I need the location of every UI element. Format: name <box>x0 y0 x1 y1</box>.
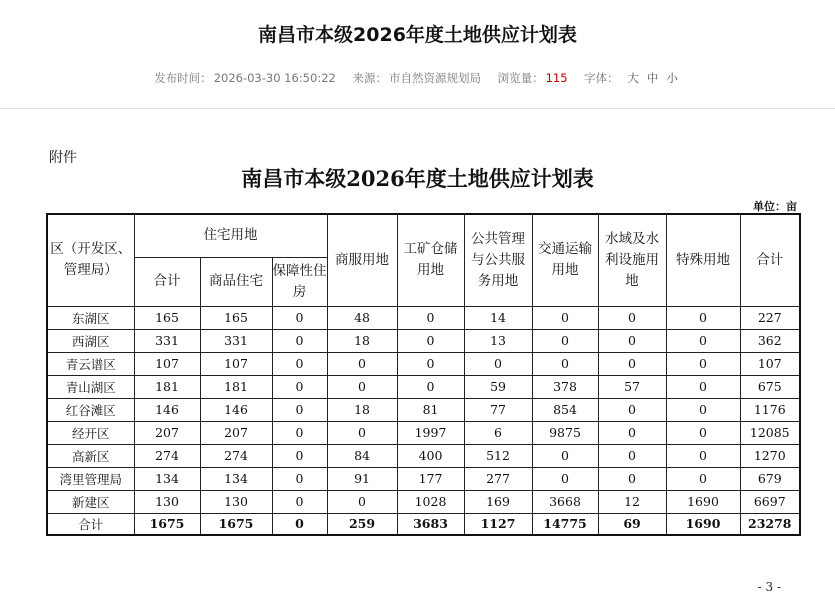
header-district: 区（开发区、管理局） <box>47 214 134 306</box>
table-cell: 134 <box>200 467 272 490</box>
header-res-total: 合计 <box>134 257 200 306</box>
table-cell: 274 <box>200 444 272 467</box>
table-row <box>47 306 800 329</box>
table-cell: 854 <box>532 398 598 421</box>
table-cell: 84 <box>327 444 397 467</box>
table-cell: 331 <box>134 329 200 352</box>
header-transport: 交通运输用地 <box>532 214 598 306</box>
table-cell: 0 <box>464 352 532 375</box>
table-cell: 77 <box>464 398 532 421</box>
table-cell: 0 <box>666 421 740 444</box>
table-cell: 1176 <box>740 398 800 421</box>
table-row <box>47 398 800 421</box>
table-cell: 14 <box>464 306 532 329</box>
table-cell: 400 <box>397 444 464 467</box>
table-cell: 1270 <box>740 444 800 467</box>
table-cell: 18 <box>327 398 397 421</box>
table-cell: 1690 <box>666 513 740 535</box>
table-cell: 0 <box>532 352 598 375</box>
header-public-service: 公共管理与公共服务用地 <box>464 214 532 306</box>
table-cell: 146 <box>200 398 272 421</box>
table-cell: 0 <box>598 352 666 375</box>
table-cell: 91 <box>327 467 397 490</box>
table-cell: 0 <box>666 352 740 375</box>
table-cell: 675 <box>740 375 800 398</box>
source: 市自然资源规划局 <box>388 71 481 85</box>
table-cell: 362 <box>740 329 800 352</box>
table-cell: 0 <box>532 467 598 490</box>
table-row <box>47 444 800 467</box>
table-cell: 6 <box>464 421 532 444</box>
table-total-row <box>47 513 800 535</box>
table-cell: 207 <box>200 421 272 444</box>
header-residential: 住宅用地 <box>134 214 327 257</box>
district-name: 青云谱区 <box>47 352 134 375</box>
table-cell: 0 <box>272 467 327 490</box>
table-row <box>47 490 800 513</box>
header-industrial-storage: 工矿仓储用地 <box>397 214 464 306</box>
table-cell: 0 <box>272 421 327 444</box>
table-cell: 0 <box>666 306 740 329</box>
table-cell: 0 <box>272 444 327 467</box>
table-cell: 177 <box>397 467 464 490</box>
table-cell: 1127 <box>464 513 532 535</box>
table-cell: 69 <box>598 513 666 535</box>
district-name: 湾里管理局 <box>47 467 134 490</box>
table-cell: 0 <box>532 444 598 467</box>
district-name: 东湖区 <box>47 306 134 329</box>
table-cell: 0 <box>666 467 740 490</box>
header-res-commercial: 商品住宅 <box>200 257 272 306</box>
table-cell: 134 <box>134 467 200 490</box>
table-cell: 0 <box>272 329 327 352</box>
table-cell: 331 <box>200 329 272 352</box>
table-cell: 0 <box>327 490 397 513</box>
table-cell: 169 <box>464 490 532 513</box>
table-cell: 1997 <box>397 421 464 444</box>
table-row <box>47 467 800 490</box>
district-name: 经开区 <box>47 421 134 444</box>
table-cell: 0 <box>397 352 464 375</box>
district-name: 西湖区 <box>47 329 134 352</box>
table-cell: 107 <box>200 352 272 375</box>
table-cell: 107 <box>740 352 800 375</box>
table-cell: 107 <box>134 352 200 375</box>
views-count: 115 <box>545 71 568 85</box>
land-supply-table <box>46 213 801 536</box>
publish-time: 2026-03-30 16:50:22 <box>213 71 336 85</box>
table-cell: 18 <box>327 329 397 352</box>
table-cell: 0 <box>397 329 464 352</box>
table-cell: 130 <box>200 490 272 513</box>
header-water: 水域及水利设施用地 <box>598 214 666 306</box>
table-cell: 59 <box>464 375 532 398</box>
table-cell: 0 <box>272 352 327 375</box>
table-cell: 3668 <box>532 490 598 513</box>
page-number: - 3 - <box>757 580 781 594</box>
district-name: 高新区 <box>47 444 134 467</box>
table-cell: 378 <box>532 375 598 398</box>
table-cell: 14775 <box>532 513 598 535</box>
table-cell: 0 <box>272 306 327 329</box>
table-cell: 0 <box>666 444 740 467</box>
header-divider <box>0 108 835 109</box>
table-body <box>47 306 800 535</box>
table-cell: 0 <box>272 490 327 513</box>
table-cell: 0 <box>327 352 397 375</box>
table-cell: 23278 <box>740 513 800 535</box>
table-cell: 12 <box>598 490 666 513</box>
table-cell: 9875 <box>532 421 598 444</box>
table-cell: 1690 <box>666 490 740 513</box>
table-cell: 0 <box>272 513 327 535</box>
font-size-label: 字体： <box>584 71 619 85</box>
table-cell: 1028 <box>397 490 464 513</box>
table-cell: 165 <box>200 306 272 329</box>
table-cell: 0 <box>598 421 666 444</box>
table-cell: 0 <box>397 306 464 329</box>
unit-label: 单位：亩 <box>753 200 797 213</box>
table-cell: 0 <box>327 375 397 398</box>
table-row <box>47 375 800 398</box>
article-title: 南昌市本级2026年度土地供应计划表 <box>258 24 577 46</box>
district-name: 红谷滩区 <box>47 398 134 421</box>
document-title: 南昌市本级2026年度土地供应计划表 <box>241 166 594 191</box>
font-size-medium-button[interactable]: 中 <box>646 71 659 85</box>
header-special: 特殊用地 <box>666 214 740 306</box>
table-cell: 3683 <box>397 513 464 535</box>
table-cell: 259 <box>327 513 397 535</box>
table-row <box>47 352 800 375</box>
table-cell: 0 <box>272 375 327 398</box>
table-cell: 0 <box>327 421 397 444</box>
table-cell: 0 <box>397 375 464 398</box>
table-cell: 0 <box>272 398 327 421</box>
table-cell: 181 <box>134 375 200 398</box>
table-cell: 165 <box>134 306 200 329</box>
table-cell: 277 <box>464 467 532 490</box>
table-cell: 6697 <box>740 490 800 513</box>
table-cell: 0 <box>598 329 666 352</box>
table-cell: 1675 <box>134 513 200 535</box>
table-cell: 0 <box>666 329 740 352</box>
table-cell: 81 <box>397 398 464 421</box>
table-row <box>47 329 800 352</box>
header-commercial-service: 商服用地 <box>327 214 397 306</box>
header-total: 合计 <box>740 214 800 306</box>
table-cell: 227 <box>740 306 800 329</box>
font-size-small-button[interactable]: 小 <box>666 71 678 85</box>
table-cell: 0 <box>598 444 666 467</box>
table-cell: 0 <box>666 398 740 421</box>
table-cell: 181 <box>200 375 272 398</box>
article-meta <box>0 70 835 86</box>
views-label: 浏览量： <box>497 71 544 85</box>
table-cell: 0 <box>532 306 598 329</box>
table-cell: 12085 <box>740 421 800 444</box>
table-cell: 207 <box>134 421 200 444</box>
table-cell: 0 <box>666 375 740 398</box>
table-cell: 57 <box>598 375 666 398</box>
table-cell: 0 <box>598 467 666 490</box>
table-cell: 274 <box>134 444 200 467</box>
source-label: 来源： <box>352 71 387 85</box>
font-size-large-button[interactable]: 大 <box>627 71 639 85</box>
table-cell: 48 <box>327 306 397 329</box>
district-name: 新建区 <box>47 490 134 513</box>
attachment-label: 附件 <box>49 150 77 166</box>
table-cell: 679 <box>740 467 800 490</box>
district-name: 青山湖区 <box>47 375 134 398</box>
publish-time-label: 发布时间： <box>154 71 212 85</box>
table-cell: 1675 <box>200 513 272 535</box>
table-cell: 130 <box>134 490 200 513</box>
table-cell: 0 <box>598 306 666 329</box>
table-cell: 13 <box>464 329 532 352</box>
table-cell: 512 <box>464 444 532 467</box>
table-cell: 0 <box>598 398 666 421</box>
header-res-affordable: 保障性住房 <box>272 257 327 306</box>
table-cell: 146 <box>134 398 200 421</box>
table-cell: 0 <box>532 329 598 352</box>
district-name: 合计 <box>47 513 134 535</box>
table-row <box>47 421 800 444</box>
